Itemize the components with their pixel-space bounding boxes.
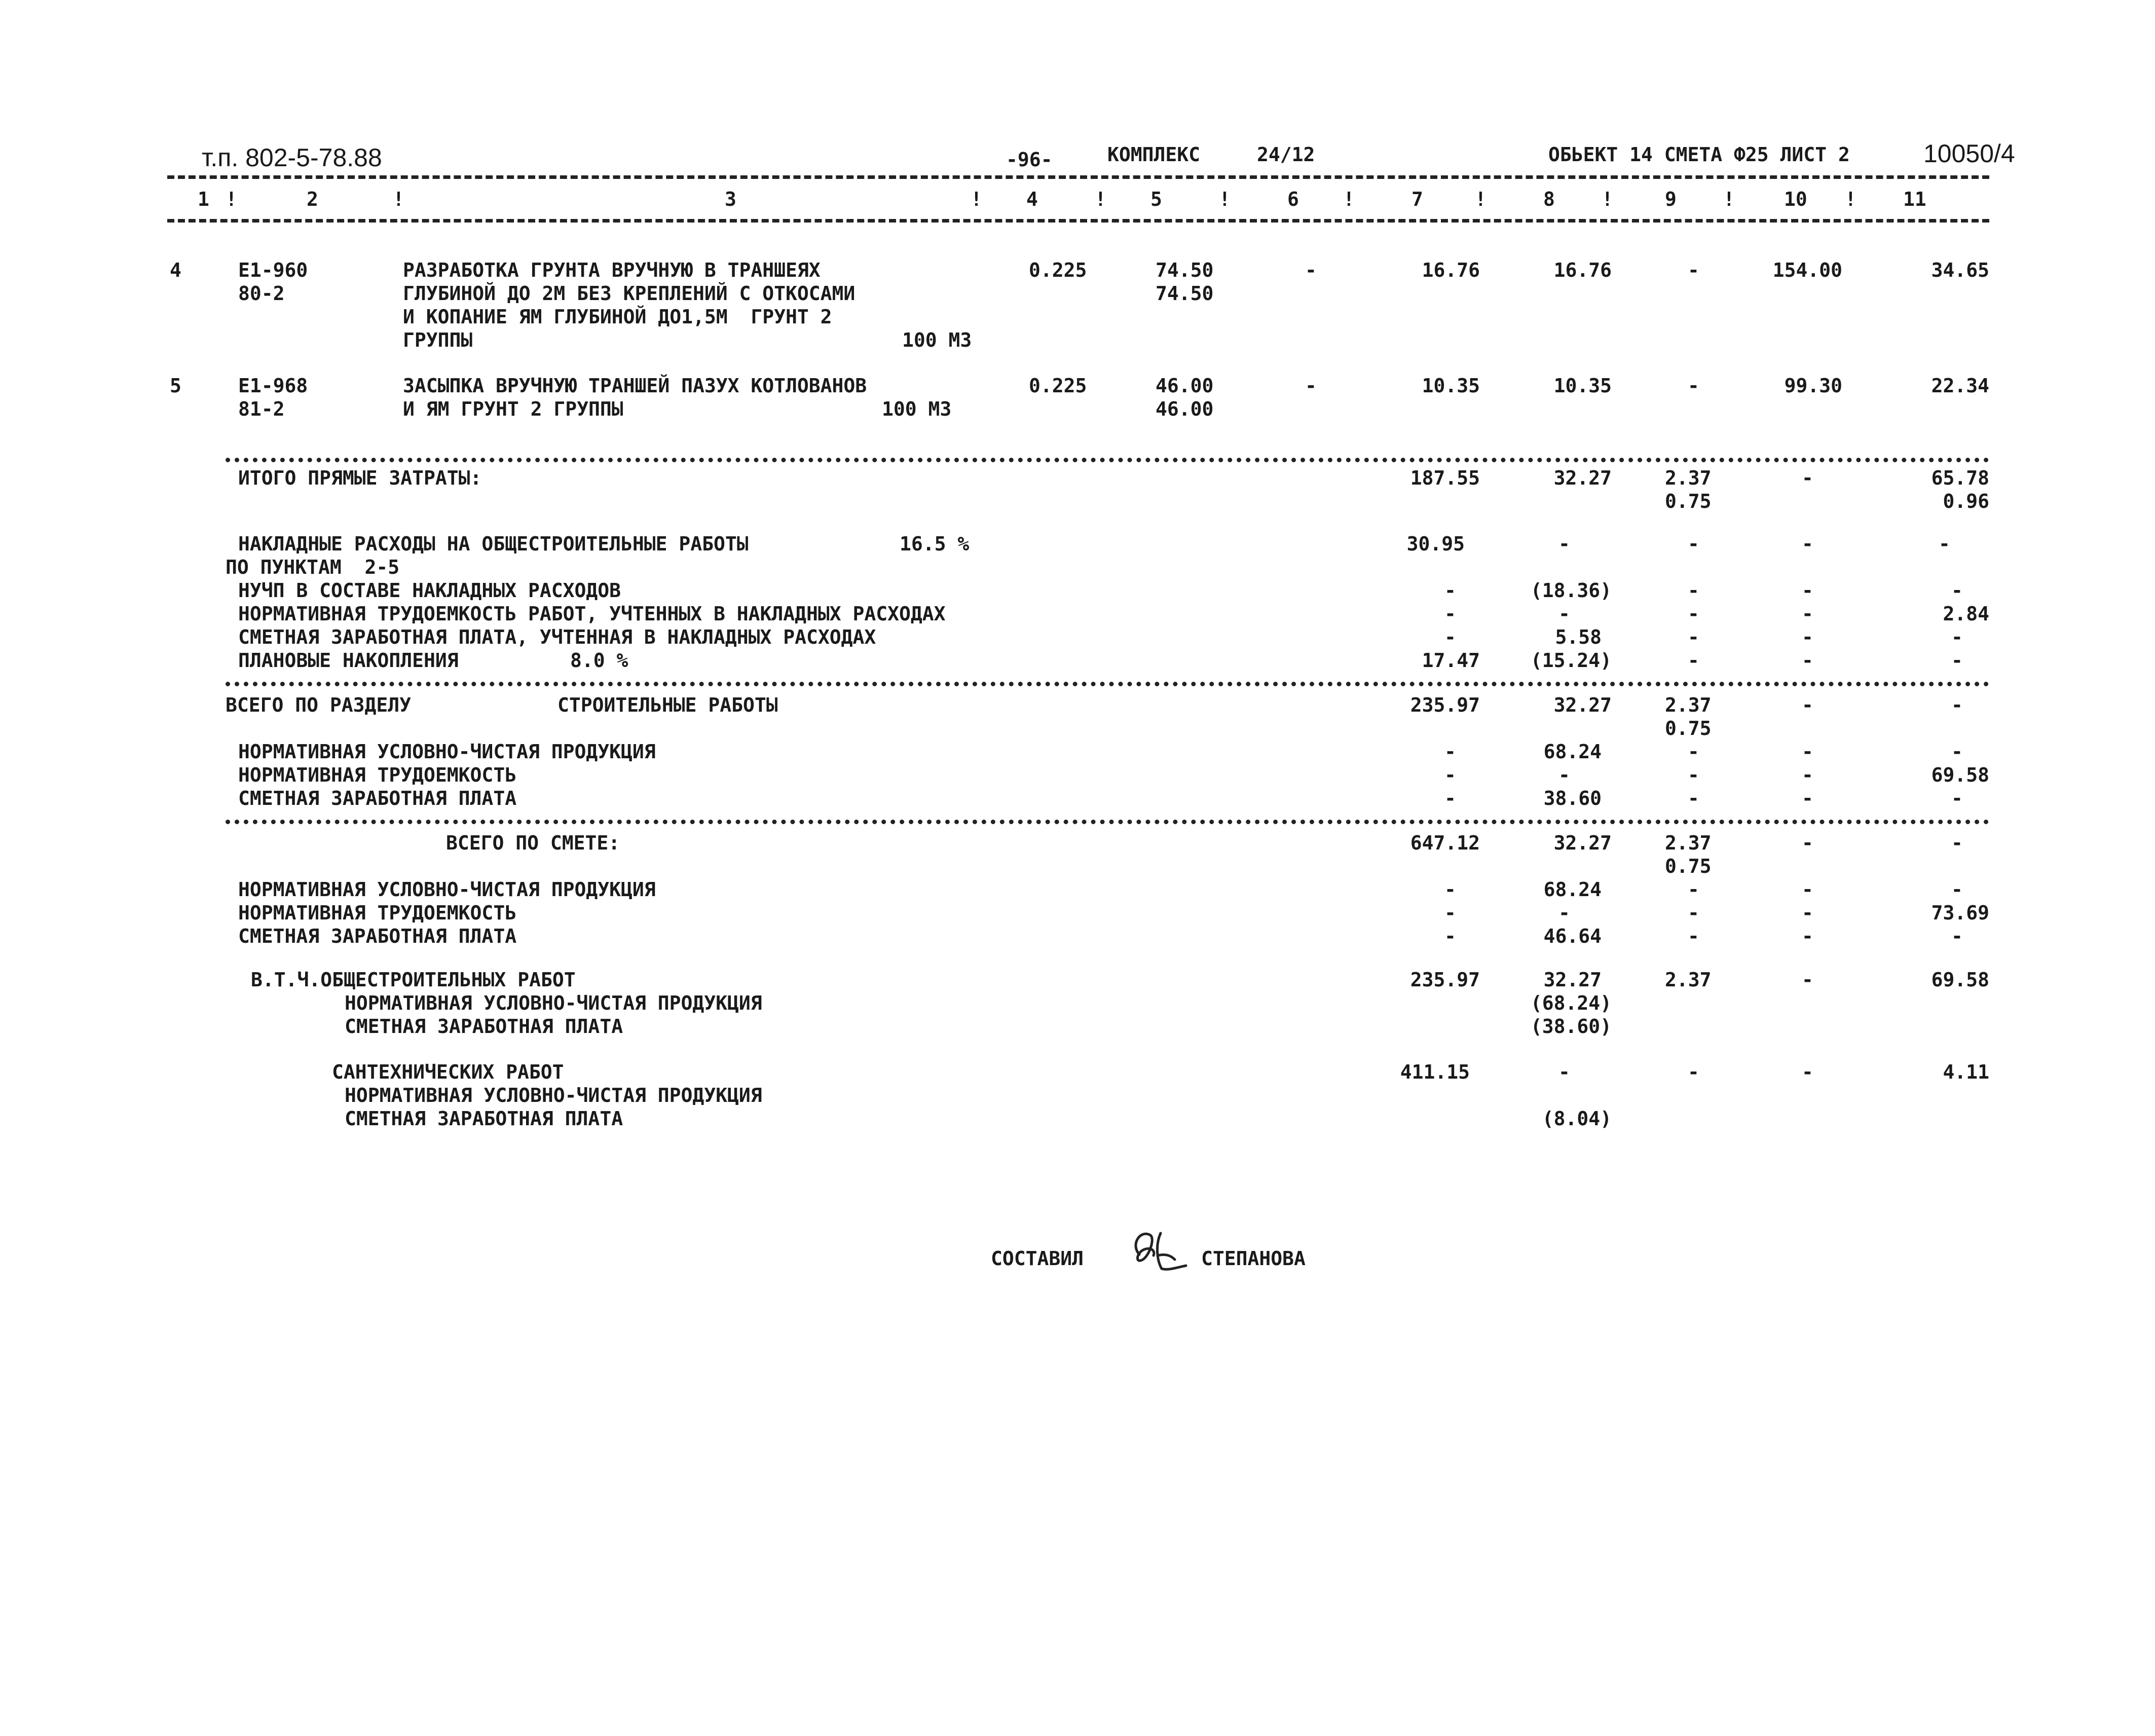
col10-value: 99.30 xyxy=(1784,375,1842,397)
col-num-3: 3 xyxy=(725,188,736,210)
col10-value: - xyxy=(1802,694,1813,716)
breakdown-general-label: В.Т.Ч.ОБЩЕСТРОИТЕЛЬНЫХ РАБОТ xyxy=(251,969,576,991)
col10-value: - xyxy=(1802,878,1813,901)
col7-value: 235.97 xyxy=(1410,969,1480,991)
header-rule-bottom xyxy=(167,219,1989,223)
col11-value: - xyxy=(1951,832,1963,854)
col8-value: 68.24 xyxy=(1543,878,1602,901)
sheet-code: 10050/4 xyxy=(1923,139,2015,168)
col9-value: - xyxy=(1688,603,1699,625)
col9-value: 2.37 xyxy=(1665,467,1712,489)
overhead-label: ПЛАНОВЫЕ НАКОПЛЕНИЯ xyxy=(238,649,459,672)
header-rule-top xyxy=(167,175,1989,179)
compiled-by-label: СОСТАВИЛ xyxy=(991,1247,1084,1270)
col8-value: 32.27 xyxy=(1553,832,1612,854)
col8-value: 32.27 xyxy=(1543,969,1602,991)
col4-value: 0.225 xyxy=(1029,259,1087,281)
section-subrow-label: СМЕТНАЯ ЗАРАБОТНАЯ ПЛАТА xyxy=(238,787,517,809)
col-num-5: 5 xyxy=(1150,188,1162,210)
col9-value: 2.37 xyxy=(1665,832,1712,854)
col8-value: (18.36) xyxy=(1530,579,1612,602)
col8-value: - xyxy=(1558,533,1570,555)
col5-value: 74.50 xyxy=(1156,282,1214,305)
col7-value: 17.47 xyxy=(1422,649,1480,672)
col11-value: - xyxy=(1951,579,1963,602)
col11-value: 73.69 xyxy=(1931,902,1989,924)
col11-value: 69.58 xyxy=(1931,969,1989,991)
overhead-label: ПО ПУНКТАМ 2-5 xyxy=(226,556,400,578)
complex-label: КОМПЛЕКС xyxy=(1107,143,1201,166)
col10-value: - xyxy=(1802,626,1813,648)
col9-value: - xyxy=(1688,878,1699,901)
item-description: И КОПАНИЕ ЯМ ГЛУБИНОЙ ДО1,5М ГРУНТ 2 xyxy=(403,306,832,328)
col11-value: - xyxy=(1951,925,1963,947)
col5-value: 46.00 xyxy=(1156,398,1214,420)
col9-value: - xyxy=(1688,579,1699,602)
section-subrow-label: НОРМАТИВНАЯ ТРУДОЕМКОСТЬ xyxy=(238,764,517,786)
col-num-11: 11 xyxy=(1903,188,1926,210)
item-number: 5 xyxy=(170,375,181,397)
col-separator: ! xyxy=(1343,188,1355,210)
col7-value: - xyxy=(1444,603,1456,625)
item-unit: 100 М3 xyxy=(902,329,972,351)
col9-value: - xyxy=(1688,925,1699,947)
col10-value: - xyxy=(1802,1061,1813,1083)
col8-value: 10.35 xyxy=(1553,375,1612,397)
col-separator: ! xyxy=(226,188,237,210)
breakdown-sub-label: СМЕТНАЯ ЗАРАБОТНАЯ ПЛАТА xyxy=(345,1107,623,1130)
col9-value: - xyxy=(1688,1061,1699,1083)
item-unit: 100 М3 xyxy=(882,398,952,420)
col7-value: - xyxy=(1444,902,1456,924)
item-description: РАЗРАБОТКА ГРУНТА ВРУЧНУЮ В ТРАНШЕЯХ xyxy=(403,259,821,281)
col10-value: - xyxy=(1802,649,1813,672)
col11-value: 4.11 xyxy=(1943,1061,1989,1083)
col-num-2: 2 xyxy=(307,188,318,210)
dotted-separator xyxy=(226,458,1989,462)
col7-value: - xyxy=(1444,787,1456,809)
item-description: ГРУППЫ xyxy=(403,329,473,351)
overhead-percent: 8.0 % xyxy=(570,649,628,672)
section-name: СТРОИТЕЛЬНЫЕ РАБОТЫ xyxy=(558,694,778,716)
col-separator: ! xyxy=(1095,188,1106,210)
col8-value: - xyxy=(1558,902,1570,924)
col7-value: 647.12 xyxy=(1410,832,1480,854)
col7-value: - xyxy=(1444,764,1456,786)
breakdown-sub-label: НОРМАТИВНАЯ УСЛОВНО-ЧИСТАЯ ПРОДУКЦИЯ xyxy=(345,1084,762,1106)
breakdown-plumbing-label: САНТЕХНИЧЕСКИХ РАБОТ xyxy=(332,1061,564,1083)
item-code: Е1-960 xyxy=(238,259,308,281)
col9-value: 2.37 xyxy=(1665,694,1712,716)
col8-value: (15.24) xyxy=(1530,649,1612,672)
dotted-separator xyxy=(226,682,1989,686)
col8-value: 68.24 xyxy=(1543,741,1602,763)
col9-value: 2.37 xyxy=(1665,969,1712,991)
col10-value: - xyxy=(1802,764,1813,786)
item-description: ГЛУБИНОЙ ДО 2М БЕЗ КРЕПЛЕНИЙ С ОТКОСАМИ xyxy=(403,282,856,305)
col11-value: - xyxy=(1951,694,1963,716)
compiled-by-name: СТЕПАНОВА xyxy=(1201,1247,1306,1270)
col11-value: 69.58 xyxy=(1931,764,1989,786)
col8-value: - xyxy=(1558,1061,1570,1083)
col9-value: 0.75 xyxy=(1665,855,1712,877)
col9-value: - xyxy=(1688,902,1699,924)
col9-value: 0.75 xyxy=(1665,717,1712,740)
col8-value: 32.27 xyxy=(1553,694,1612,716)
col11-value: 22.34 xyxy=(1931,375,1989,397)
col-num-8: 8 xyxy=(1543,188,1555,210)
col4-value: 0.225 xyxy=(1029,375,1087,397)
col8-value: (38.60) xyxy=(1530,1015,1612,1038)
col8-value: 38.60 xyxy=(1543,787,1602,809)
col11-value: 65.78 xyxy=(1931,467,1989,489)
estimate-subrow-label: НОРМАТИВНАЯ УСЛОВНО-ЧИСТАЯ ПРОДУКЦИЯ xyxy=(238,878,656,901)
col5-value: 74.50 xyxy=(1156,259,1214,281)
col10-value: - xyxy=(1802,579,1813,602)
col11-value: - xyxy=(1939,533,1950,555)
overhead-label: НАКЛАДНЫЕ РАСХОДЫ НА ОБЩЕСТРОИТЕЛЬНЫЕ РАБОТЫ xyxy=(238,533,749,555)
col-separator: ! xyxy=(971,188,982,210)
col-separator: ! xyxy=(1602,188,1613,210)
col10-value: - xyxy=(1802,741,1813,763)
col-num-10: 10 xyxy=(1784,188,1807,210)
estimate-subrow-label: СМЕТНАЯ ЗАРАБОТНАЯ ПЛАТА xyxy=(238,925,517,947)
col8-value: 46.64 xyxy=(1543,925,1602,947)
col9-value: - xyxy=(1688,259,1699,281)
col7-value: 411.15 xyxy=(1400,1061,1470,1083)
col10-value: - xyxy=(1802,832,1813,854)
col9-value: - xyxy=(1688,787,1699,809)
estimate-subrow-label: НОРМАТИВНАЯ ТРУДОЕМКОСТЬ xyxy=(238,902,517,924)
col8-value: (8.04) xyxy=(1542,1107,1612,1130)
col-separator: ! xyxy=(1845,188,1856,210)
col7-value: 16.76 xyxy=(1422,259,1480,281)
col11-value: 34.65 xyxy=(1931,259,1989,281)
page-number: -96- xyxy=(1006,149,1053,171)
complex-value: 24/12 xyxy=(1257,143,1315,166)
col11-value: 2.84 xyxy=(1943,603,1989,625)
estimate-total-label: ВСЕГО ПО СМЕТЕ: xyxy=(446,832,620,854)
col7-value: 187.55 xyxy=(1410,467,1480,489)
col7-value: - xyxy=(1444,741,1456,763)
col5-value: 46.00 xyxy=(1156,375,1214,397)
col-separator: ! xyxy=(1219,188,1231,210)
col11-value: - xyxy=(1951,626,1963,648)
col-num-7: 7 xyxy=(1411,188,1423,210)
col9-value: - xyxy=(1688,375,1699,397)
item-code: Е1-968 xyxy=(238,375,308,397)
overhead-label: СМЕТНАЯ ЗАРАБОТНАЯ ПЛАТА, УЧТЕННАЯ В НАКЛАДНЫХ РАСХОДАХ xyxy=(238,626,876,648)
breakdown-sub-label: НОРМАТИВНАЯ УСЛОВНО-ЧИСТАЯ ПРОДУКЦИЯ xyxy=(345,992,762,1014)
col9-value: - xyxy=(1688,741,1699,763)
overhead-label: НУЧП В СОСТАВЕ НАКЛАДНЫХ РАСХОДОВ xyxy=(238,579,621,602)
total-direct-label: ИТОГО ПРЯМЫЕ ЗАТРАТЫ: xyxy=(238,467,482,489)
item-description: И ЯМ ГРУНТ 2 ГРУППЫ xyxy=(403,398,623,420)
col7-value: - xyxy=(1444,579,1456,602)
col11-value: - xyxy=(1951,878,1963,901)
col11-value: - xyxy=(1951,649,1963,672)
col11-value: - xyxy=(1951,787,1963,809)
object-estimate-sheet: ОБЬЕКТ 14 СМЕТА Ф25 ЛИСТ 2 xyxy=(1548,143,1850,166)
section-total-label: ВСЕГО ПО РАЗДЕЛУ xyxy=(226,694,412,716)
col7-value: 10.35 xyxy=(1422,375,1480,397)
col8-value: 32.27 xyxy=(1553,467,1612,489)
col7-value: 30.95 xyxy=(1406,533,1465,555)
col7-value: - xyxy=(1444,878,1456,901)
col7-value: 235.97 xyxy=(1410,694,1480,716)
col10-value: - xyxy=(1802,925,1813,947)
col10-value: - xyxy=(1802,969,1813,991)
col8-value: (68.24) xyxy=(1530,992,1612,1014)
col-num-6: 6 xyxy=(1287,188,1299,210)
col7-value: - xyxy=(1444,925,1456,947)
col8-value: 16.76 xyxy=(1553,259,1612,281)
overhead-percent: 16.5 % xyxy=(900,533,970,555)
item-description: ЗАСЫПКА ВРУЧНУЮ ТРАНШЕЙ ПАЗУХ КОТЛОВАНОВ xyxy=(403,375,867,397)
col10-value: - xyxy=(1802,467,1813,489)
col-separator: ! xyxy=(393,188,404,210)
col8-value: 5.58 xyxy=(1555,626,1602,648)
col10-value: - xyxy=(1802,787,1813,809)
dotted-separator xyxy=(226,820,1989,824)
col10-value: - xyxy=(1802,533,1813,555)
col9-value: 0.75 xyxy=(1665,490,1712,512)
item-code: 81-2 xyxy=(238,398,285,420)
col7-value: - xyxy=(1444,626,1456,648)
item-number: 4 xyxy=(170,259,181,281)
col-num-4: 4 xyxy=(1026,188,1038,210)
section-subrow-label: НОРМАТИВНАЯ УСЛОВНО-ЧИСТАЯ ПРОДУКЦИЯ xyxy=(238,741,656,763)
col-separator: ! xyxy=(1723,188,1735,210)
col11-value: - xyxy=(1951,741,1963,763)
col-num-1: 1 xyxy=(198,188,209,210)
col9-value: - xyxy=(1688,764,1699,786)
col10-value: - xyxy=(1802,603,1813,625)
col11-value: 0.96 xyxy=(1943,490,1989,512)
col10-value: 154.00 xyxy=(1772,259,1842,281)
overhead-label: НОРМАТИВНАЯ ТРУДОЕМКОСТЬ РАБОТ, УЧТЕННЫХ В НАКЛАДНЫХ РАСХОДАХ xyxy=(238,603,946,625)
col6-value: - xyxy=(1305,259,1317,281)
document-reference: т.п. 802-5-78.88 xyxy=(202,143,382,172)
col9-value: - xyxy=(1688,533,1699,555)
col-num-9: 9 xyxy=(1665,188,1677,210)
col10-value: - xyxy=(1802,902,1813,924)
breakdown-sub-label: СМЕТНАЯ ЗАРАБОТНАЯ ПЛАТА xyxy=(345,1015,623,1038)
col-separator: ! xyxy=(1475,188,1487,210)
col6-value: - xyxy=(1305,375,1317,397)
col9-value: - xyxy=(1688,649,1699,672)
col9-value: - xyxy=(1688,626,1699,648)
col8-value: - xyxy=(1558,764,1570,786)
col8-value: - xyxy=(1558,603,1570,625)
signature xyxy=(1120,1224,1196,1280)
item-code: 80-2 xyxy=(238,282,285,305)
